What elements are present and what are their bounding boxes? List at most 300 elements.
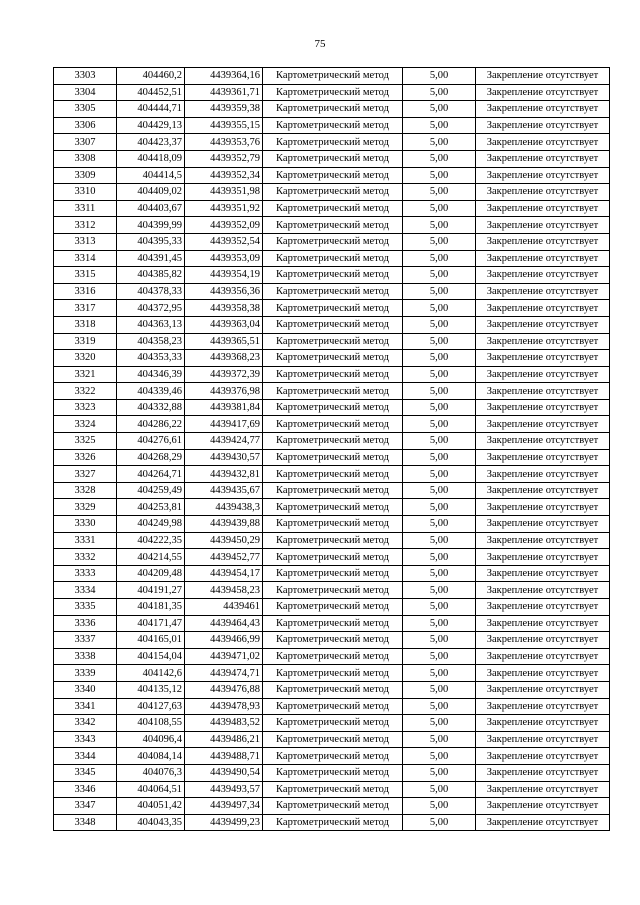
- table-row: [54, 632, 610, 649]
- y-coordinate-cell: 4439483,52: [185, 715, 263, 732]
- point-number-cell: 3348: [54, 814, 117, 831]
- point-number-cell: 3325: [54, 433, 117, 450]
- accuracy-cell: 5,00: [403, 200, 476, 217]
- table-row: [54, 665, 610, 682]
- x-coordinate-cell: 404249,98: [117, 516, 185, 533]
- point-number-cell: 3320: [54, 350, 117, 367]
- table-row: [54, 283, 610, 300]
- x-coordinate-cell: 404043,35: [117, 814, 185, 831]
- table-row: [54, 731, 610, 748]
- x-coordinate-cell: 404209,48: [117, 565, 185, 582]
- y-coordinate-cell: 4439476,88: [185, 681, 263, 698]
- fixing-description-cell: Закрепление отсутствует: [476, 84, 610, 101]
- y-coordinate-cell: 4439353,09: [185, 250, 263, 267]
- point-number-cell: 3347: [54, 798, 117, 815]
- y-coordinate-cell: 4439430,57: [185, 449, 263, 466]
- method-cell: Картометрический метод: [263, 665, 403, 682]
- point-number-cell: 3334: [54, 582, 117, 599]
- fixing-description-cell: Закрепление отсутствует: [476, 814, 610, 831]
- y-coordinate-cell: 4439464,43: [185, 615, 263, 632]
- accuracy-cell: 5,00: [403, 217, 476, 234]
- y-coordinate-cell: 4439351,98: [185, 184, 263, 201]
- table-row: [54, 466, 610, 483]
- fixing-description-cell: Закрепление отсутствует: [476, 383, 610, 400]
- point-number-cell: 3338: [54, 648, 117, 665]
- table-row: [54, 150, 610, 167]
- table-row: [54, 648, 610, 665]
- y-coordinate-cell: 4439488,71: [185, 748, 263, 765]
- table-row: [54, 549, 610, 566]
- point-number-cell: 3346: [54, 781, 117, 798]
- table-row: [54, 68, 610, 85]
- accuracy-cell: 5,00: [403, 814, 476, 831]
- x-coordinate-cell: 404171,47: [117, 615, 185, 632]
- point-number-cell: 3313: [54, 233, 117, 250]
- accuracy-cell: 5,00: [403, 283, 476, 300]
- accuracy-cell: 5,00: [403, 117, 476, 134]
- method-cell: Картометрический метод: [263, 615, 403, 632]
- point-number-cell: 3333: [54, 565, 117, 582]
- point-number-cell: 3331: [54, 532, 117, 549]
- accuracy-cell: 5,00: [403, 482, 476, 499]
- fixing-description-cell: Закрепление отсутствует: [476, 764, 610, 781]
- accuracy-cell: 5,00: [403, 449, 476, 466]
- fixing-description-cell: Закрепление отсутствует: [476, 532, 610, 549]
- y-coordinate-cell: 4439499,23: [185, 814, 263, 831]
- y-coordinate-cell: 4439417,69: [185, 416, 263, 433]
- y-coordinate-cell: 4439354,19: [185, 267, 263, 284]
- fixing-description-cell: Закрепление отсутствует: [476, 731, 610, 748]
- table-row: [54, 615, 610, 632]
- x-coordinate-cell: 404142,6: [117, 665, 185, 682]
- y-coordinate-cell: 4439474,71: [185, 665, 263, 682]
- table-row: [54, 449, 610, 466]
- fixing-description-cell: Закрепление отсутствует: [476, 499, 610, 516]
- method-cell: Картометрический метод: [263, 532, 403, 549]
- method-cell: Картометрический метод: [263, 698, 403, 715]
- table-row: [54, 582, 610, 599]
- accuracy-cell: 5,00: [403, 798, 476, 815]
- fixing-description-cell: Закрепление отсутствует: [476, 648, 610, 665]
- accuracy-cell: 5,00: [403, 101, 476, 118]
- x-coordinate-cell: 404346,39: [117, 366, 185, 383]
- accuracy-cell: 5,00: [403, 731, 476, 748]
- table-row: [54, 350, 610, 367]
- accuracy-cell: 5,00: [403, 150, 476, 167]
- point-number-cell: 3304: [54, 84, 117, 101]
- x-coordinate-cell: 404154,04: [117, 648, 185, 665]
- fixing-description-cell: Закрепление отсутствует: [476, 267, 610, 284]
- y-coordinate-cell: 4439490,54: [185, 764, 263, 781]
- table-row: [54, 798, 610, 815]
- fixing-description-cell: Закрепление отсутствует: [476, 300, 610, 317]
- fixing-description-cell: Закрепление отсутствует: [476, 632, 610, 649]
- y-coordinate-cell: 4439359,38: [185, 101, 263, 118]
- point-number-cell: 3316: [54, 283, 117, 300]
- point-number-cell: 3328: [54, 482, 117, 499]
- y-coordinate-cell: 4439368,23: [185, 350, 263, 367]
- y-coordinate-cell: 4439352,54: [185, 233, 263, 250]
- accuracy-cell: 5,00: [403, 300, 476, 317]
- point-number-cell: 3309: [54, 167, 117, 184]
- fixing-description-cell: Закрепление отсутствует: [476, 200, 610, 217]
- accuracy-cell: 5,00: [403, 433, 476, 450]
- fixing-description-cell: Закрепление отсутствует: [476, 549, 610, 566]
- fixing-description-cell: Закрепление отсутствует: [476, 184, 610, 201]
- accuracy-cell: 5,00: [403, 68, 476, 85]
- fixing-description-cell: Закрепление отсутствует: [476, 283, 610, 300]
- x-coordinate-cell: 404127,63: [117, 698, 185, 715]
- fixing-description-cell: Закрепление отсутствует: [476, 366, 610, 383]
- y-coordinate-cell: 4439352,79: [185, 150, 263, 167]
- table-row: [54, 814, 610, 831]
- point-number-cell: 3339: [54, 665, 117, 682]
- point-number-cell: 3311: [54, 200, 117, 217]
- accuracy-cell: 5,00: [403, 233, 476, 250]
- fixing-description-cell: Закрепление отсутствует: [476, 781, 610, 798]
- point-number-cell: 3306: [54, 117, 117, 134]
- point-number-cell: 3323: [54, 399, 117, 416]
- table-row: [54, 416, 610, 433]
- table-row: [54, 715, 610, 732]
- accuracy-cell: 5,00: [403, 549, 476, 566]
- accuracy-cell: 5,00: [403, 167, 476, 184]
- x-coordinate-cell: 404051,42: [117, 798, 185, 815]
- point-number-cell: 3330: [54, 516, 117, 533]
- method-cell: Картометрический метод: [263, 350, 403, 367]
- method-cell: Картометрический метод: [263, 101, 403, 118]
- table-body: [54, 68, 610, 831]
- point-number-cell: 3308: [54, 150, 117, 167]
- table-row: [54, 698, 610, 715]
- x-coordinate-cell: 404378,33: [117, 283, 185, 300]
- x-coordinate-cell: 404414,5: [117, 167, 185, 184]
- x-coordinate-cell: 404409,02: [117, 184, 185, 201]
- method-cell: Картометрический метод: [263, 383, 403, 400]
- x-coordinate-cell: 404259,49: [117, 482, 185, 499]
- coordinates-table: [53, 67, 610, 831]
- table-row: [54, 101, 610, 118]
- y-coordinate-cell: 4439424,77: [185, 433, 263, 450]
- x-coordinate-cell: 404253,81: [117, 499, 185, 516]
- point-number-cell: 3305: [54, 101, 117, 118]
- method-cell: Картометрический метод: [263, 449, 403, 466]
- fixing-description-cell: Закрепление отсутствует: [476, 167, 610, 184]
- table-row: [54, 233, 610, 250]
- y-coordinate-cell: 4439355,15: [185, 117, 263, 134]
- fixing-description-cell: Закрепление отсутствует: [476, 466, 610, 483]
- y-coordinate-cell: 4439363,04: [185, 316, 263, 333]
- x-coordinate-cell: 404264,71: [117, 466, 185, 483]
- fixing-description-cell: Закрепление отсутствует: [476, 599, 610, 616]
- table-row: [54, 764, 610, 781]
- method-cell: Картометрический метод: [263, 366, 403, 383]
- x-coordinate-cell: 404391,45: [117, 250, 185, 267]
- fixing-description-cell: Закрепление отсутствует: [476, 101, 610, 118]
- accuracy-cell: 5,00: [403, 416, 476, 433]
- x-coordinate-cell: 404191,27: [117, 582, 185, 599]
- method-cell: Картометрический метод: [263, 798, 403, 815]
- x-coordinate-cell: 404165,01: [117, 632, 185, 649]
- x-coordinate-cell: 404363,13: [117, 316, 185, 333]
- fixing-description-cell: Закрепление отсутствует: [476, 68, 610, 85]
- x-coordinate-cell: 404372,95: [117, 300, 185, 317]
- method-cell: Картометрический метод: [263, 516, 403, 533]
- method-cell: Картометрический метод: [263, 300, 403, 317]
- x-coordinate-cell: 404181,35: [117, 599, 185, 616]
- table-row: [54, 333, 610, 350]
- fixing-description-cell: Закрепление отсутствует: [476, 316, 610, 333]
- accuracy-cell: 5,00: [403, 316, 476, 333]
- method-cell: Картометрический метод: [263, 731, 403, 748]
- x-coordinate-cell: 404276,61: [117, 433, 185, 450]
- x-coordinate-cell: 404084,14: [117, 748, 185, 765]
- method-cell: Картометрический метод: [263, 184, 403, 201]
- method-cell: Картометрический метод: [263, 150, 403, 167]
- method-cell: Картометрический метод: [263, 267, 403, 284]
- accuracy-cell: 5,00: [403, 516, 476, 533]
- fixing-description-cell: Закрепление отсутствует: [476, 516, 610, 533]
- method-cell: Картометрический метод: [263, 117, 403, 134]
- x-coordinate-cell: 404444,71: [117, 101, 185, 118]
- table-row: [54, 134, 610, 151]
- table-row: [54, 516, 610, 533]
- table-row: [54, 565, 610, 582]
- method-cell: Картометрический метод: [263, 283, 403, 300]
- method-cell: Картометрический метод: [263, 814, 403, 831]
- accuracy-cell: 5,00: [403, 383, 476, 400]
- accuracy-cell: 5,00: [403, 632, 476, 649]
- accuracy-cell: 5,00: [403, 532, 476, 549]
- accuracy-cell: 5,00: [403, 399, 476, 416]
- fixing-description-cell: Закрепление отсутствует: [476, 117, 610, 134]
- method-cell: Картометрический метод: [263, 416, 403, 433]
- point-number-cell: 3322: [54, 383, 117, 400]
- fixing-description-cell: Закрепление отсутствует: [476, 217, 610, 234]
- x-coordinate-cell: 404108,55: [117, 715, 185, 732]
- fixing-description-cell: Закрепление отсутствует: [476, 615, 610, 632]
- method-cell: Картометрический метод: [263, 565, 403, 582]
- point-number-cell: 3326: [54, 449, 117, 466]
- y-coordinate-cell: 4439435,67: [185, 482, 263, 499]
- accuracy-cell: 5,00: [403, 599, 476, 616]
- y-coordinate-cell: 4439353,76: [185, 134, 263, 151]
- table-row: [54, 200, 610, 217]
- fixing-description-cell: Закрепление отсутствует: [476, 798, 610, 815]
- x-coordinate-cell: 404214,55: [117, 549, 185, 566]
- x-coordinate-cell: 404332,88: [117, 399, 185, 416]
- method-cell: Картометрический метод: [263, 764, 403, 781]
- y-coordinate-cell: 4439486,21: [185, 731, 263, 748]
- accuracy-cell: 5,00: [403, 134, 476, 151]
- point-number-cell: 3329: [54, 499, 117, 516]
- point-number-cell: 3337: [54, 632, 117, 649]
- fixing-description-cell: Закрепление отсутствует: [476, 582, 610, 599]
- table-row: [54, 167, 610, 184]
- accuracy-cell: 5,00: [403, 184, 476, 201]
- table-row: [54, 499, 610, 516]
- method-cell: Картометрический метод: [263, 233, 403, 250]
- y-coordinate-cell: 4439493,57: [185, 781, 263, 798]
- page-number: 75: [314, 38, 326, 50]
- fixing-description-cell: Закрепление отсутствует: [476, 449, 610, 466]
- method-cell: Картометрический метод: [263, 433, 403, 450]
- accuracy-cell: 5,00: [403, 698, 476, 715]
- method-cell: Картометрический метод: [263, 748, 403, 765]
- table-row: [54, 117, 610, 134]
- point-number-cell: 3321: [54, 366, 117, 383]
- x-coordinate-cell: 404399,99: [117, 217, 185, 234]
- table-row: [54, 748, 610, 765]
- x-coordinate-cell: 404339,46: [117, 383, 185, 400]
- x-coordinate-cell: 404135,12: [117, 681, 185, 698]
- x-coordinate-cell: 404076,3: [117, 764, 185, 781]
- y-coordinate-cell: 4439454,17: [185, 565, 263, 582]
- accuracy-cell: 5,00: [403, 764, 476, 781]
- point-number-cell: 3344: [54, 748, 117, 765]
- method-cell: Картометрический метод: [263, 715, 403, 732]
- method-cell: Картометрический метод: [263, 134, 403, 151]
- table-row: [54, 184, 610, 201]
- point-number-cell: 3315: [54, 267, 117, 284]
- table-row: [54, 250, 610, 267]
- accuracy-cell: 5,00: [403, 748, 476, 765]
- accuracy-cell: 5,00: [403, 250, 476, 267]
- point-number-cell: 3307: [54, 134, 117, 151]
- method-cell: Картометрический метод: [263, 68, 403, 85]
- table-row: [54, 433, 610, 450]
- fixing-description-cell: Закрепление отсутствует: [476, 416, 610, 433]
- y-coordinate-cell: 4439478,93: [185, 698, 263, 715]
- point-number-cell: 3319: [54, 333, 117, 350]
- method-cell: Картометрический метод: [263, 217, 403, 234]
- method-cell: Картометрический метод: [263, 466, 403, 483]
- y-coordinate-cell: 4439364,16: [185, 68, 263, 85]
- y-coordinate-cell: 4439372,39: [185, 366, 263, 383]
- accuracy-cell: 5,00: [403, 466, 476, 483]
- method-cell: Картометрический метод: [263, 599, 403, 616]
- method-cell: Картометрический метод: [263, 399, 403, 416]
- fixing-description-cell: Закрепление отсутствует: [476, 565, 610, 582]
- point-number-cell: 3332: [54, 549, 117, 566]
- fixing-description-cell: Закрепление отсутствует: [476, 665, 610, 682]
- y-coordinate-cell: 4439376,98: [185, 383, 263, 400]
- fixing-description-cell: Закрепление отсутствует: [476, 333, 610, 350]
- accuracy-cell: 5,00: [403, 366, 476, 383]
- accuracy-cell: 5,00: [403, 350, 476, 367]
- y-coordinate-cell: 4439361,71: [185, 84, 263, 101]
- y-coordinate-cell: 4439452,77: [185, 549, 263, 566]
- fixing-description-cell: Закрепление отсутствует: [476, 350, 610, 367]
- point-number-cell: 3327: [54, 466, 117, 483]
- table-row: [54, 84, 610, 101]
- y-coordinate-cell: 4439351,92: [185, 200, 263, 217]
- accuracy-cell: 5,00: [403, 582, 476, 599]
- point-number-cell: 3342: [54, 715, 117, 732]
- fixing-description-cell: Закрепление отсутствует: [476, 250, 610, 267]
- point-number-cell: 3345: [54, 764, 117, 781]
- method-cell: Картометрический метод: [263, 84, 403, 101]
- x-coordinate-cell: 404395,33: [117, 233, 185, 250]
- point-number-cell: 3343: [54, 731, 117, 748]
- x-coordinate-cell: 404222,35: [117, 532, 185, 549]
- method-cell: Картометрический метод: [263, 648, 403, 665]
- x-coordinate-cell: 404064,51: [117, 781, 185, 798]
- fixing-description-cell: Закрепление отсутствует: [476, 233, 610, 250]
- point-number-cell: 3318: [54, 316, 117, 333]
- point-number-cell: 3310: [54, 184, 117, 201]
- point-number-cell: 3303: [54, 68, 117, 85]
- y-coordinate-cell: 4439358,38: [185, 300, 263, 317]
- method-cell: Картометрический метод: [263, 781, 403, 798]
- y-coordinate-cell: 4439365,51: [185, 333, 263, 350]
- table-row: [54, 217, 610, 234]
- accuracy-cell: 5,00: [403, 565, 476, 582]
- fixing-description-cell: Закрепление отсутствует: [476, 698, 610, 715]
- point-number-cell: 3317: [54, 300, 117, 317]
- y-coordinate-cell: 4439381,84: [185, 399, 263, 416]
- x-coordinate-cell: 404460,2: [117, 68, 185, 85]
- method-cell: Картометрический метод: [263, 681, 403, 698]
- point-number-cell: 3336: [54, 615, 117, 632]
- table-row: [54, 599, 610, 616]
- y-coordinate-cell: 4439450,29: [185, 532, 263, 549]
- y-coordinate-cell: 4439352,09: [185, 217, 263, 234]
- method-cell: Картометрический метод: [263, 482, 403, 499]
- x-coordinate-cell: 404429,13: [117, 117, 185, 134]
- method-cell: Картометрический метод: [263, 499, 403, 516]
- y-coordinate-cell: 4439439,88: [185, 516, 263, 533]
- y-coordinate-cell: 4439352,34: [185, 167, 263, 184]
- table-row: [54, 482, 610, 499]
- point-number-cell: 3335: [54, 599, 117, 616]
- accuracy-cell: 5,00: [403, 499, 476, 516]
- method-cell: Картометрический метод: [263, 167, 403, 184]
- x-coordinate-cell: 404353,33: [117, 350, 185, 367]
- x-coordinate-cell: 404418,09: [117, 150, 185, 167]
- accuracy-cell: 5,00: [403, 781, 476, 798]
- table-row: [54, 399, 610, 416]
- accuracy-cell: 5,00: [403, 715, 476, 732]
- fixing-description-cell: Закрепление отсутствует: [476, 715, 610, 732]
- x-coordinate-cell: 404358,23: [117, 333, 185, 350]
- accuracy-cell: 5,00: [403, 84, 476, 101]
- x-coordinate-cell: 404403,67: [117, 200, 185, 217]
- table-row: [54, 781, 610, 798]
- y-coordinate-cell: 4439438,3: [185, 499, 263, 516]
- y-coordinate-cell: 4439461: [185, 599, 263, 616]
- method-cell: Картометрический метод: [263, 200, 403, 217]
- fixing-description-cell: Закрепление отсутствует: [476, 681, 610, 698]
- y-coordinate-cell: 4439356,36: [185, 283, 263, 300]
- point-number-cell: 3340: [54, 681, 117, 698]
- x-coordinate-cell: 404268,29: [117, 449, 185, 466]
- method-cell: Картометрический метод: [263, 582, 403, 599]
- fixing-description-cell: Закрепление отсутствует: [476, 433, 610, 450]
- table-row: [54, 267, 610, 284]
- fixing-description-cell: Закрепление отсутствует: [476, 150, 610, 167]
- method-cell: Картометрический метод: [263, 250, 403, 267]
- fixing-description-cell: Закрепление отсутствует: [476, 748, 610, 765]
- accuracy-cell: 5,00: [403, 665, 476, 682]
- fixing-description-cell: Закрепление отсутствует: [476, 134, 610, 151]
- accuracy-cell: 5,00: [403, 615, 476, 632]
- method-cell: Картометрический метод: [263, 632, 403, 649]
- method-cell: Картометрический метод: [263, 333, 403, 350]
- table-row: [54, 300, 610, 317]
- fixing-description-cell: Закрепление отсутствует: [476, 482, 610, 499]
- method-cell: Картометрический метод: [263, 316, 403, 333]
